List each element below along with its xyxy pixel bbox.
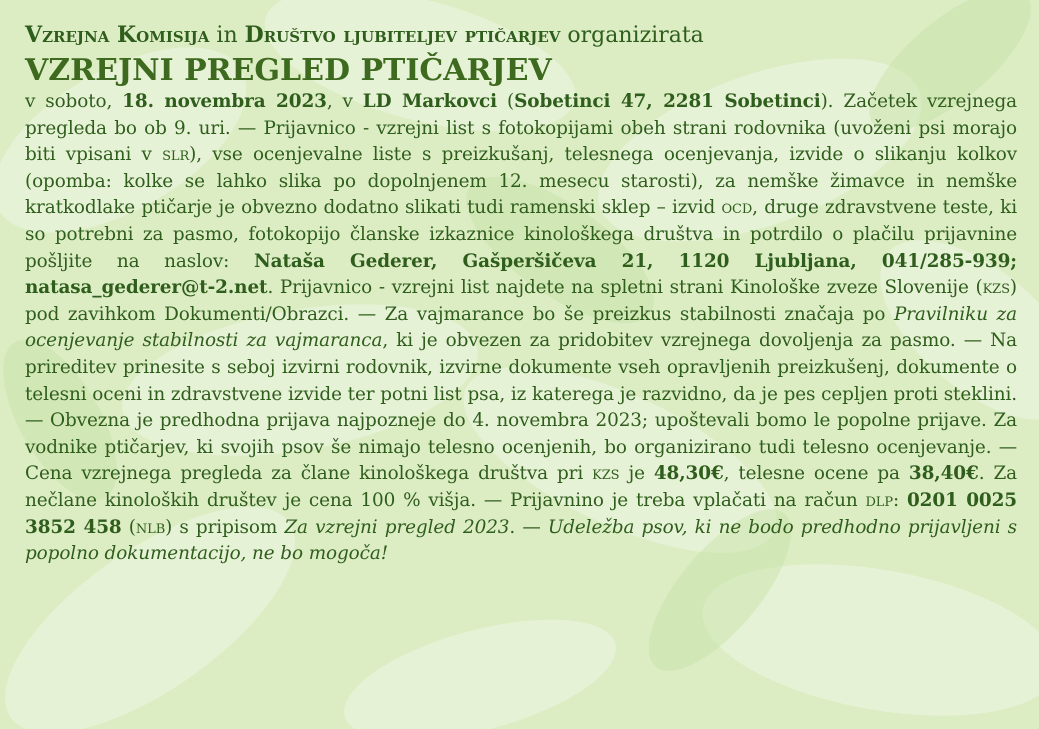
organizer-2: Društvo ljubiteljev ptičarjev <box>244 22 561 48</box>
event-date: 18. novembra 2023 <box>122 91 327 112</box>
venue-name: LD Markovci <box>362 91 498 112</box>
conjunction: in <box>209 23 245 48</box>
text-run: ( <box>497 91 515 112</box>
text-run: je <box>619 463 654 485</box>
organizer-1: Vzrejna Komisija <box>25 22 210 48</box>
text-run: , v <box>326 91 363 112</box>
price-body-evaluation: 38,40€ <box>908 463 979 485</box>
text-run: v soboto, <box>25 91 123 112</box>
account-number: 0201 0025 3852 458 <box>25 489 1018 538</box>
organize-verb: organizirata <box>560 23 704 48</box>
venue-address: Sobetinci 47, 2281 Sobetinci <box>514 91 821 112</box>
abbr-ocd: ocd <box>721 197 753 219</box>
text-run: ), vse ocenjevalne liste s preizkušanj, telesnega ocenjevanja, izvide o slikanju kolkov (opomba: kolke se lahko slika po dopolnjenem 12. mesecu starosti), za nemške žimavce in nemške kratkodlake ptičarje je obvezno dodatno slikati tudi ramenski sklep – izvid <box>25 144 1018 219</box>
abbr-kzs: kzs <box>982 277 1010 299</box>
payment-reference: Za vzrejni pregled 2023 <box>284 516 510 538</box>
abbr-dlp: dlp <box>865 489 893 511</box>
abbr-slr: slr <box>162 144 190 166</box>
text-run: ). Začetek vzrejnega pregleda bo ob 9. uri. — Prijavnico - vzrejni list s fotokopijami obeh strani rodovnika (uvoženi psi morajo biti vpisani v <box>25 91 1018 166</box>
abbr-nlb: nlb <box>135 516 166 538</box>
announcement <box>25 18 1017 568</box>
abbr-kzs: kzs <box>592 463 620 485</box>
page-title: VZREJNI PREGLED PTIČARJEV <box>25 53 552 88</box>
text-run: . Prijavnico - vzrejni list najdete na spletni strani Kinološke zveze Slovenije ( <box>267 277 983 299</box>
closing-note: Udeležba psov, ki ne bodo predhodno prijavljeni s popolno dokumentacijo, ne bo mogoča! <box>25 516 1017 565</box>
text-run: . Za nečlane kinoloških društev je cena 100 % višja. — Prijavnino je treba vplačati na račun <box>25 463 1017 511</box>
price-members: 48,30€ <box>653 463 724 485</box>
text-run: . — <box>509 516 548 538</box>
regulation-title: Pravilniku za ocenjevanje stabilnosti za vajmaranca <box>25 303 1017 352</box>
contact-address: Nataša Gederer, Gašperšičeva 21, 1120 Ljubljana, 041/285-939; natasa_gederer@t-2.net <box>25 250 1017 299</box>
text-run: , telesne ocene pa <box>723 463 909 485</box>
text-run: ) s pripisom <box>165 516 285 538</box>
organizers-line <box>25 18 1017 53</box>
announcement-body <box>25 89 1017 568</box>
text-run: ( <box>121 516 136 538</box>
text-run: : <box>892 489 907 511</box>
text-run: ) pod zavihkom Dokumenti/Obrazci. — Za vajmarance bo še preizkus stabilnosti značaja po <box>25 277 1017 325</box>
text-run: , druge zdravstvene teste, ki so potrebni za pasmo, fotokopijo članske izkaznice kinološkega društva in potrdilo o plačilu prijavnine pošljite na naslov: <box>25 197 1018 272</box>
text-run: , ki je obvezen za pridobitev vzrejnega dovoljenja za pasmo. — Na prireditev prinesite s seboj izvirni rodovnik, izvirne dokumente vseh opravljenih preizkušenj, dokumente o telesni oceni in zdravstvene izvide ter potni list psa, iz katerega je razvidno, da je pes cepljen proti steklini. — Obvezna je predhodna prijava najpozneje do 4. novembra 2023; upoštevali bomo le popolne prijave. Za vodnike ptičarjev, ki svojih psov še nimajo telesno ocenjenih, bo organizirano tudi telesno ocenjevanje. — Cena vzrejnega pregleda za člane kinološkega društva pri <box>25 330 1017 485</box>
